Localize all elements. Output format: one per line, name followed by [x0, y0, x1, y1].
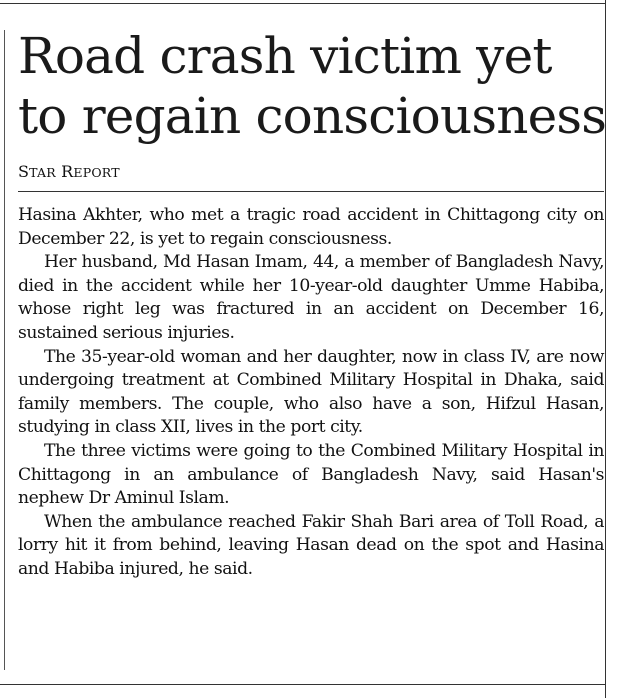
byline-rest-report: EPORT — [73, 165, 120, 180]
paragraph: The 35-year-old woman and her daughter, now in class IV, are now undergoing treatment at Combined Military Hospital in Dhaka, said family members. The couple, who also have a son, Hifzul Hasan, studying in class XII, lives in the port city. — [18, 346, 604, 438]
bottom-border — [0, 684, 606, 685]
byline-divider — [18, 191, 604, 192]
paragraph: Hasina Akhter, who met a tragic road accident in Chittagong city on December 22, is yet to regain consciousness. — [18, 205, 604, 249]
article-body — [18, 204, 604, 582]
paragraph: The three victims were going to the Combined Military Hospital in Chittagong in an ambulance of Bangladesh Navy, said Hasan's nephew Dr Aminul Islam. — [18, 440, 604, 509]
byline-rest-star: TAR — [29, 165, 56, 180]
left-border — [4, 30, 5, 670]
byline-initial-report: R — [61, 162, 74, 181]
byline-initial-star: S — [18, 162, 30, 181]
paragraph: Her husband, Md Hasan Imam, 44, a member of Bangladesh Navy, died in the accident while her 10-year-old daughter Umme Habiba, whose right leg was fractured in an accident on December 16, sustained serious injuries. — [18, 252, 604, 343]
byline — [18, 162, 120, 181]
top-border — [0, 3, 606, 4]
paragraph: When the ambulance reached Fakir Shah Bari area of Toll Road, a lorry hit it from behind, leaving Hasan dead on the spot and Hasina and Habiba injured, he said. — [18, 511, 604, 579]
headline: Road crash victim yet to regain consciousness — [18, 27, 607, 145]
